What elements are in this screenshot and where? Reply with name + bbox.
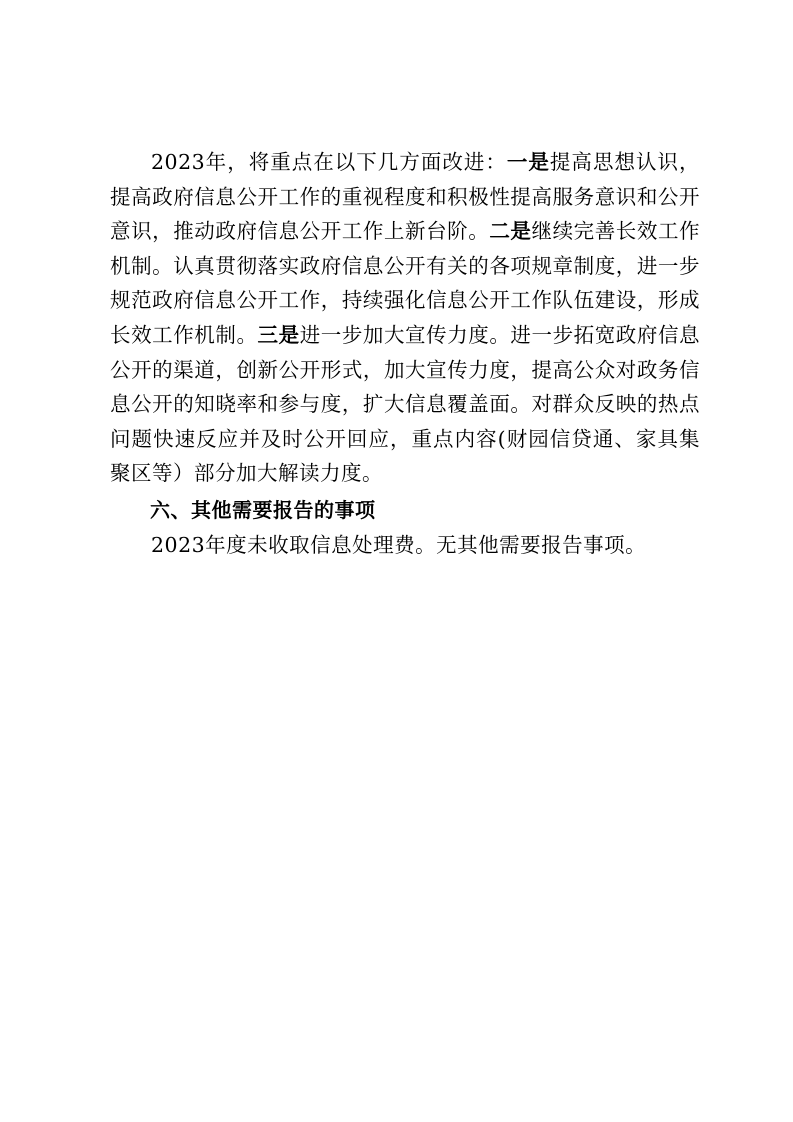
section6-body: 2023年度未收取信息处理费。无其他需要报告事项。 [151, 532, 647, 557]
item2-marker: 二是 [489, 219, 532, 244]
improvements-intro: 2023年，将重点在以下几方面改进： [151, 150, 507, 174]
item3-text: 进一步加大宣传力度。进一步拓宽政府信息公开的渠道，创新公开形式，加大宣传力度，提高公众对政务信息公开的知晓率和参与度，扩大信息覆盖面。对群众反映的热点问题快速反应并及时公开回应，重点内容(财园信贷通、家具集聚区等）部分加大解读力度。 [110, 322, 701, 486]
item2-text: 继续完善长效工作机制。认真贯彻落实政府信息公开有关的各项规章制度，进一步规范政府信息公开工作，持续强化信息公开工作队伍建设，形成长效工作机制。 [110, 219, 701, 347]
item3-marker: 三是 [257, 322, 300, 347]
item1-text: 提高思想认识，提高政府信息公开工作的重视程度和积极性提高服务意识和公开意识，推动政府信息公开工作上新台阶。 [110, 150, 701, 244]
section6-heading: 六、其他需要报告的事项 [150, 497, 376, 522]
item1-marker: 一是 [506, 150, 550, 174]
document-page [110, 145, 700, 562]
improvements-paragraph [110, 145, 700, 491]
